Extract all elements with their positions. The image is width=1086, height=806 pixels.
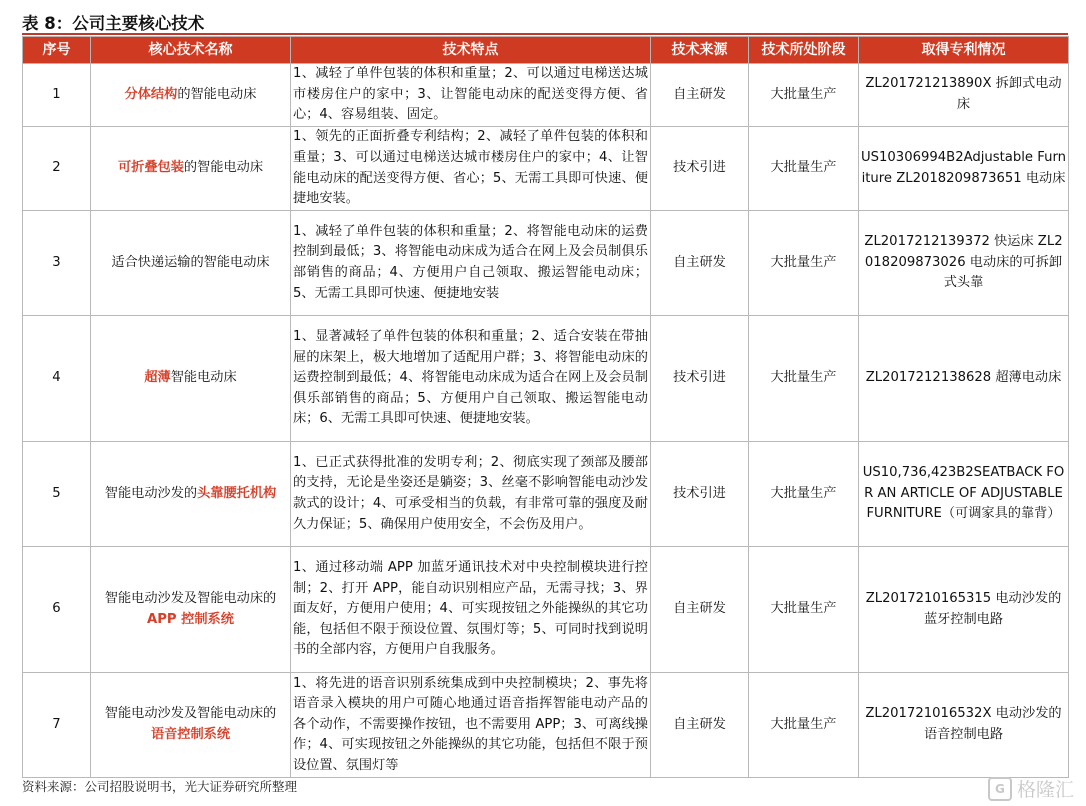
tech-features: 1、减轻了单件包装的体积和重量；2、将智能电动床的运费控制到最低；3、将智能电动床成为适合在网上及会员制俱乐部销售的商品；4、方便用户自己领取、搬运智能电动床；5、无需工具即可快速、便捷地安装 bbox=[291, 211, 651, 316]
source-note: 资料来源：公司招股说明书，光大证券研究所整理 bbox=[22, 779, 298, 794]
row-number: 7 bbox=[23, 673, 91, 778]
tech-stage: 大批量生产 bbox=[749, 547, 859, 673]
row-number: 2 bbox=[23, 127, 91, 211]
table-title: 表 8：公司主要核心技术 bbox=[22, 14, 205, 33]
core-technology-table bbox=[22, 36, 1069, 778]
tech-stage: 大批量生产 bbox=[749, 316, 859, 442]
table-row bbox=[23, 673, 1069, 778]
tech-name-highlight: 超薄 bbox=[144, 370, 171, 386]
tech-features: 1、减轻了单件包装的体积和重量；2、可以通过电梯送达城市楼房住户的家中；3、让智能电动床的配送变得方便、省心；4、容易组装、固定。 bbox=[291, 64, 651, 127]
tech-source: 自主研发 bbox=[651, 547, 749, 673]
tech-stage: 大批量生产 bbox=[749, 442, 859, 547]
table-row bbox=[23, 127, 1069, 211]
header-tech-name: 核心技术名称 bbox=[91, 37, 291, 64]
patent-info: US10,736,423B2SEATBACK FOR AN ARTICLE OF ADJUSTABLE FURNITURE（可调家具的靠背） bbox=[859, 442, 1069, 547]
tech-features: 1、显著减轻了单件包装的体积和重量；2、适合安装在带抽屉的床架上，极大地增加了适配用户群；3、将智能电动床的运费控制到最低；4、将智能电动床成为适合在网上及会员制俱乐部销售的商品；5、方便用户自己领取、搬运智能电动床；6、无需工具即可快速、便捷地安装。 bbox=[291, 316, 651, 442]
tech-name-text: 的智能电动床 bbox=[177, 86, 257, 102]
tech-source: 技术引进 bbox=[651, 316, 749, 442]
patent-info: US10306994B2Adjustable Furniture ZL2018209873651 电动床 bbox=[859, 127, 1069, 211]
tech-name-text: 智能电动沙发的 bbox=[104, 485, 198, 501]
patent-info: ZL201721016532X 电动沙发的语音控制电路 bbox=[859, 673, 1069, 778]
patent-info: ZL2017212139372 快运床 ZL2018209873026 电动床的可拆卸式头靠 bbox=[859, 211, 1069, 316]
tech-name-text: 智能电动沙发及智能电动床的 bbox=[104, 706, 277, 722]
tech-stage: 大批量生产 bbox=[749, 64, 859, 127]
row-number: 5 bbox=[23, 442, 91, 547]
tech-source: 自主研发 bbox=[651, 211, 749, 316]
tech-source: 自主研发 bbox=[651, 64, 749, 127]
table-row bbox=[23, 64, 1069, 127]
row-number: 1 bbox=[23, 64, 91, 127]
table-row bbox=[23, 316, 1069, 442]
tech-name bbox=[91, 316, 291, 442]
tech-name-highlight: APP 控制系统 bbox=[147, 611, 234, 627]
watermark-logo-icon: G bbox=[988, 777, 1012, 801]
tech-source: 技术引进 bbox=[651, 127, 749, 211]
header-source: 技术来源 bbox=[651, 37, 749, 64]
row-number: 4 bbox=[23, 316, 91, 442]
watermark-text: 格隆汇 bbox=[1016, 779, 1074, 801]
tech-name bbox=[91, 64, 291, 127]
patent-info: ZL201721213890X 拆卸式电动床 bbox=[859, 64, 1069, 127]
table-row bbox=[23, 547, 1069, 673]
row-number: 3 bbox=[23, 211, 91, 316]
title-rule bbox=[22, 33, 1068, 35]
header-stage: 技术所处阶段 bbox=[749, 37, 859, 64]
tech-stage: 大批量生产 bbox=[749, 673, 859, 778]
tech-features: 1、已正式获得批准的发明专利；2、彻底实现了颈部及腰部的支持，无论是坐姿还是躺姿；3、丝毫不影响智能电动沙发款式的设计；4、可承受相当的负载，有非常可靠的强度及耐久力保证；5、确保用户使用安全，不会伤及用户。 bbox=[291, 442, 651, 547]
row-number: 6 bbox=[23, 547, 91, 673]
tech-name-text: 的智能电动床 bbox=[183, 160, 264, 176]
header-features: 技术特点 bbox=[291, 37, 651, 64]
header-patent: 取得专利情况 bbox=[859, 37, 1069, 64]
tech-name bbox=[91, 547, 291, 673]
tech-name-highlight: 头靠腰托机构 bbox=[197, 485, 277, 501]
header-seq: 序号 bbox=[23, 37, 91, 64]
patent-info: ZL2017210165315 电动沙发的蓝牙控制电路 bbox=[859, 547, 1069, 673]
tech-features: 1、通过移动端 APP 加蓝牙通讯技术对中央控制模块进行控制；2、打开 APP，能自动识别相应产品，无需寻找；3、界面友好，方便用户使用；4、可实现按钮之外能操纵的其它功能，包括但不限于预设位置、氛围灯等；5、可同时找到说明书的全部内容，方便用户自我服务。 bbox=[291, 547, 651, 673]
tech-source: 自主研发 bbox=[651, 673, 749, 778]
tech-features: 1、领先的正面折叠专利结构；2、减轻了单件包装的体积和重量；3、可以通过电梯送达城市楼房住户的家中；4、让智能电动床的配送变得方便、省心；5、无需工具即可快速、便捷地安装。 bbox=[291, 127, 651, 211]
tech-name-highlight: 语音控制系统 bbox=[150, 727, 231, 742]
table-header-row bbox=[23, 37, 1069, 64]
tech-name-highlight: 可折叠包装 bbox=[117, 160, 184, 176]
tech-name bbox=[91, 442, 291, 547]
tech-name-highlight: 分体结构 bbox=[124, 86, 178, 102]
tech-stage: 大批量生产 bbox=[749, 127, 859, 211]
watermark bbox=[988, 775, 1074, 802]
table-row bbox=[23, 211, 1069, 316]
tech-name: 适合快递运输的智能电动床 bbox=[91, 211, 291, 316]
tech-features: 1、将先进的语音识别系统集成到中央控制模块；2、事先将语音录入模块的用户可随心地通过语音指挥智能电动产品的各个动作，不需要操作按钮，也不需要用 APP；3、可离线操作；4、可实现按钮之外能操纵的其它功能，包括但不限于预设位置、氛围灯等 bbox=[291, 673, 651, 778]
tech-name-text: 智能电动沙发及智能电动床的 bbox=[104, 590, 277, 606]
tech-source: 技术引进 bbox=[651, 442, 749, 547]
tech-name bbox=[91, 127, 291, 211]
patent-info: ZL2017212138628 超薄电动床 bbox=[859, 316, 1069, 442]
tech-stage: 大批量生产 bbox=[749, 211, 859, 316]
table-row bbox=[23, 442, 1069, 547]
tech-name bbox=[91, 673, 291, 778]
tech-name-text: 智能电动床 bbox=[170, 370, 237, 386]
